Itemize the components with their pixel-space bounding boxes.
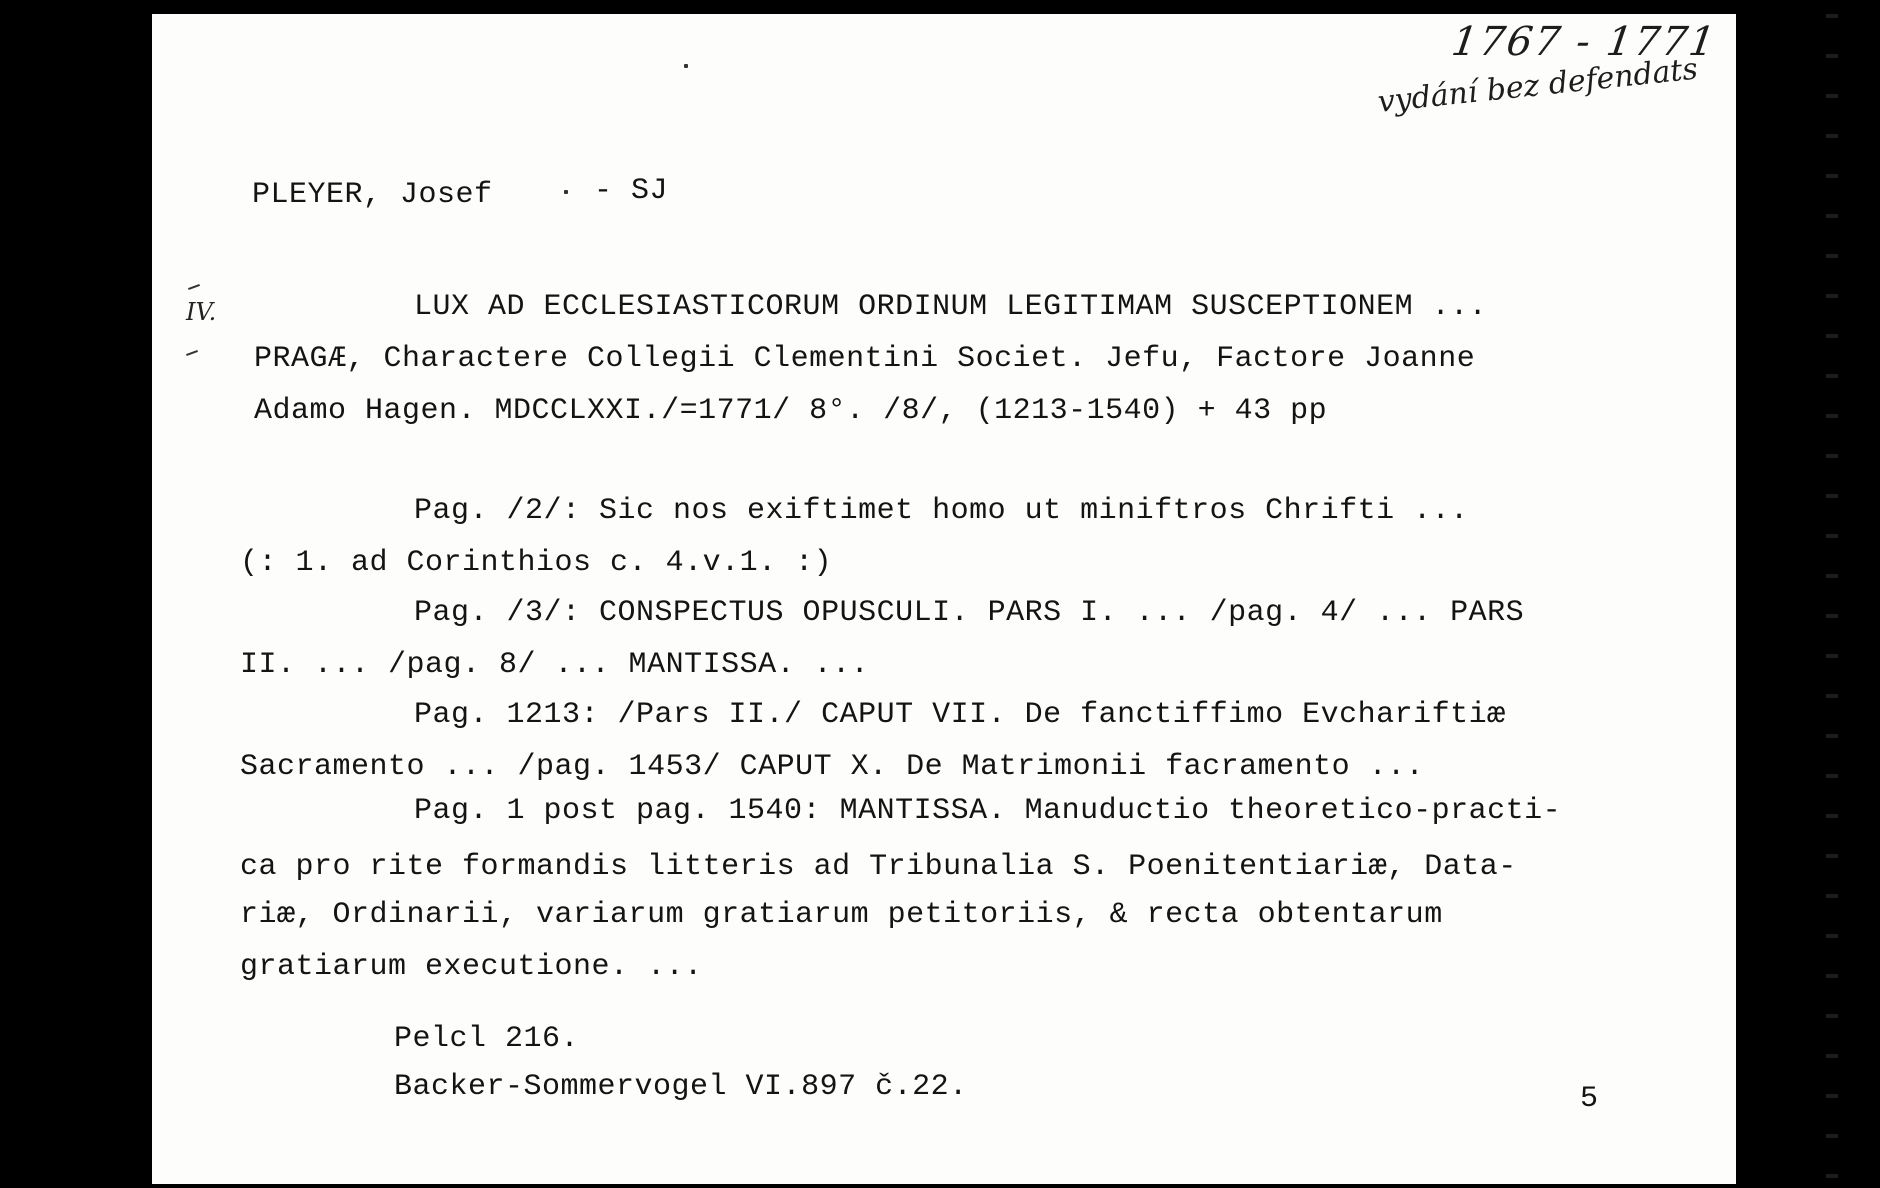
film-edge-strip: [1736, 0, 1880, 1188]
contents-line: ca pro rite formandis litteris ad Tribunalia S. Poenitentiariæ, Data-: [240, 850, 1517, 884]
religious-order: - SJ: [594, 174, 669, 208]
margin-mark: IV.: [186, 298, 217, 326]
card-number: 5: [1580, 1082, 1599, 1116]
contents-line: riæ, Ordinarii, variarum gratiarum petitoriis, & recta obtentarum: [240, 898, 1443, 932]
contents-line: Pag. /3/: CONSPECTUS OPUSCULI. PARS I. ... /pag. 4/ ... PARS: [414, 596, 1525, 630]
contents-line: Sacramento ... /pag. 1453/ CAPUT X. De Matrimonii facramento ...: [240, 750, 1425, 784]
film-edge-marks: [1826, 0, 1838, 1188]
handwritten-note: vydání bez defendats: [1376, 51, 1700, 120]
contents-line: (: 1. ad Corinthios c. 4.v.1. :): [240, 546, 833, 580]
title-line: LUX AD ECCLESIASTICORUM ORDINUM LEGITIMAM SUSCEPTIONEM ...: [414, 290, 1488, 324]
author-name: PLEYER, Josef: [252, 178, 493, 212]
contents-line: Pag. /2/: Sic nos exiftimet homo ut miniftros Chrifti ...: [414, 494, 1469, 528]
imprint-line: Adamo Hagen. MDCCLXXI./=1771/ 8°. /8/, (1213-1540) + 43 pp: [254, 394, 1328, 428]
contents-line: Pag. 1213: /Pars II./ CAPUT VII. De fanctiffimo Evchariftiæ: [414, 698, 1506, 732]
reference-line: Backer-Sommervogel VI.897 č.22.: [394, 1070, 968, 1104]
contents-line: Pag. 1 post pag. 1540: MANTISSA. Manuductio theoretico-practi-: [414, 794, 1562, 828]
scan-speck: [684, 64, 688, 68]
reference-line: Pelcl 216.: [394, 1022, 580, 1056]
imprint-line: PRAGÆ, Charactere Collegii Clementini Societ. Jefu, Factore Joanne: [254, 342, 1476, 376]
scan-speck: [564, 190, 568, 194]
contents-line: II. ... /pag. 8/ ... MANTISSA. ...: [240, 648, 870, 682]
handwritten-dates: 1767 - 1771: [1448, 19, 1720, 65]
contents-line: gratiarum executione. ...: [240, 950, 703, 984]
